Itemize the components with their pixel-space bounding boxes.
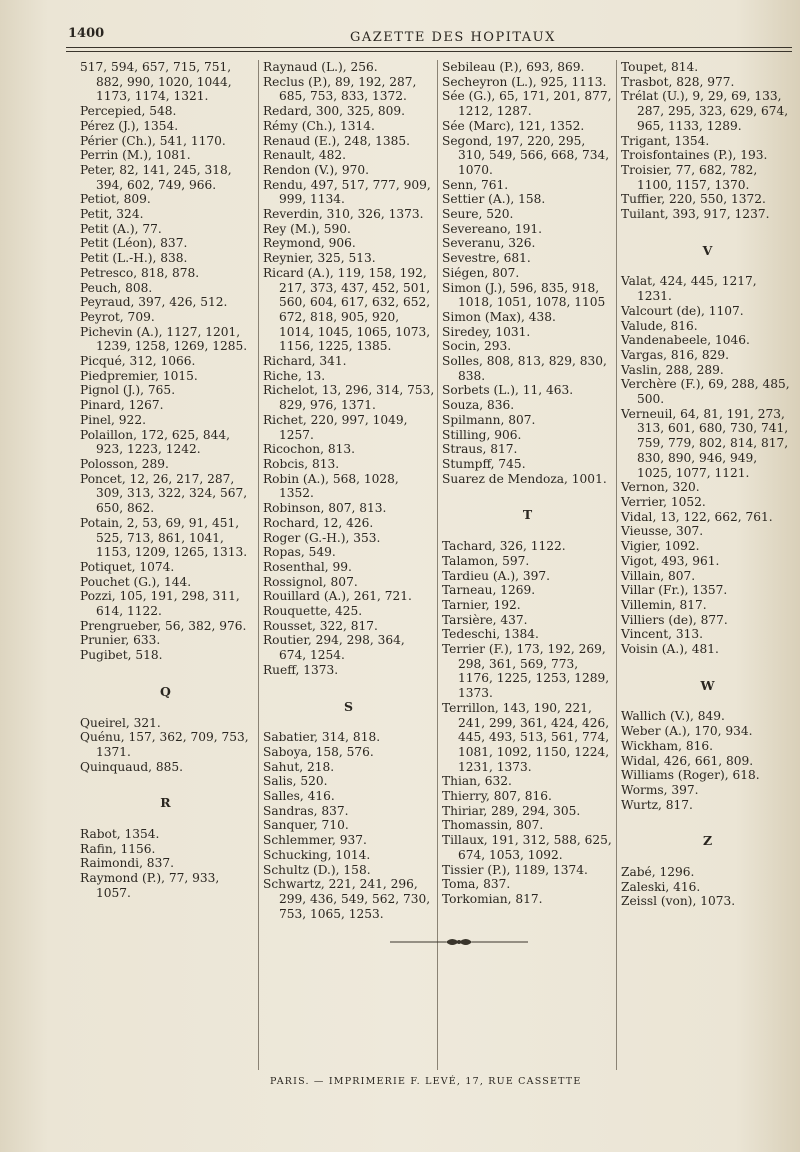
index-entry: Weber (A.), 170, 934. — [621, 724, 753, 739]
index-entry: Reclus (P.), 89, 192, 287, 685, 753, 833, 1372. — [263, 74, 417, 104]
index-entry: Torkomian, 817. — [442, 891, 543, 906]
index-entry: Sée (G.), 65, 171, 201, 877, 1212, 1287. — [442, 89, 612, 119]
index-entry: Renault, 482. — [263, 148, 347, 163]
index-entry: Toma, 837. — [442, 877, 511, 892]
index-entry: Peyrot, 709. — [80, 309, 155, 324]
index-entry: Widal, 426, 661, 809. — [621, 753, 754, 768]
index-entry: Peter, 82, 141, 245, 318, 394, 602, 749, 966. — [80, 162, 232, 192]
index-entry: Villiers (de), 877. — [621, 612, 728, 627]
index-column-2 — [258, 60, 435, 1070]
index-entry: Peyraud, 397, 426, 512. — [80, 295, 228, 310]
index-entry: Severeano, 191. — [442, 221, 543, 236]
index-entry: Stilling, 906. — [442, 427, 522, 442]
index-entry: Troisfontaines (P.), 193. — [621, 148, 768, 163]
index-entry: Ricard (A.), 119, 158, 192, 217, 373, 437, 452, 501, 560, 604, 617, 632, 652, 672, 818, 905, 920, 1014, 1045, 1065, 1073, 1156, 1225, 1385. — [263, 265, 431, 354]
index-entry: Talamon, 597. — [442, 553, 530, 568]
index-entry: Seure, 520. — [442, 207, 514, 222]
index-entry: Sanquer, 710. — [263, 818, 349, 833]
index-entry: Tachard, 326, 1122. — [442, 539, 566, 554]
index-entry: Quinquaud, 885. — [80, 759, 184, 774]
index-entry: Polosson, 289. — [80, 456, 169, 471]
index-entry: Wurtz, 817. — [621, 797, 693, 812]
section-letter: T — [522, 507, 534, 523]
index-entry: Worms, 397. — [621, 782, 699, 797]
index-entry: Villain, 807. — [621, 568, 696, 583]
index-entry: Saboya, 158, 576. — [263, 744, 374, 759]
index-entry: Reymond, 906. — [263, 236, 356, 251]
ornament-divider — [388, 935, 530, 949]
index-entry: Riche, 13. — [263, 368, 326, 383]
index-entry: Salis, 520. — [263, 774, 328, 789]
index-entry: Suarez de Mendoza, 1001. — [442, 471, 607, 486]
index-entry: Reverdin, 310, 326, 1373. — [263, 207, 424, 222]
index-entry: Sevestre, 681. — [442, 251, 531, 266]
index-entry: Tuilant, 393, 917, 1237. — [621, 207, 770, 222]
index-entry: Petit (A.), 77. — [80, 221, 162, 236]
index-column-4 — [616, 60, 795, 1070]
index-entry: Périer (Ch.), 541, 1170. — [80, 133, 226, 148]
index-entry: Rossignol, 807. — [263, 574, 358, 589]
index-entry: Socin, 293. — [442, 339, 512, 354]
index-entry: Tardieu (A.), 397. — [442, 568, 550, 583]
index-entry: Salles, 416. — [263, 789, 335, 804]
index-entry: Rousset, 322, 817. — [263, 618, 378, 633]
index-entry: Rendu, 497, 517, 777, 909, 999, 1134. — [263, 177, 431, 207]
index-entry: Piedpremier, 1015. — [80, 368, 198, 383]
index-entry: Pozzi, 105, 191, 298, 311, 614, 1122. — [80, 589, 240, 619]
index-entry: Pinel, 922. — [80, 412, 146, 427]
index-entry: Pouchet (G.), 144. — [80, 574, 192, 589]
header-rule-thin — [66, 51, 792, 52]
index-entry: Robin (A.), 568, 1028, 1352. — [263, 471, 399, 501]
index-entry: Stumpff, 745. — [442, 456, 526, 471]
index-entry: Vigier, 1092. — [621, 539, 700, 554]
index-entry: Williams (Roger), 618. — [621, 768, 760, 783]
index-entry: Vaslin, 288, 289. — [621, 362, 724, 377]
index-entry: Trélat (U.), 9, 29, 69, 133, 287, 295, 323, 629, 674, 965, 1133, 1289. — [621, 89, 789, 133]
section-letter: V — [702, 242, 714, 258]
index-entry: Rueff, 1373. — [263, 662, 339, 677]
index-entry: Tuffier, 220, 550, 1372. — [621, 192, 766, 207]
index-entry: Vincent, 313. — [621, 627, 704, 642]
index-entry: Sée (Marc), 121, 1352. — [442, 118, 585, 133]
index-entry: Tarneau, 1269. — [442, 583, 536, 598]
index-entry: Ropas, 549. — [263, 545, 336, 560]
index-entry: Sandras, 837. — [263, 803, 349, 818]
index-entry: Raynaud (L.), 256. — [263, 60, 378, 74]
index-entry: Troisier, 77, 682, 782, 1100, 1157, 1370. — [621, 162, 758, 192]
index-entry: Robcis, 813. — [263, 456, 340, 471]
index-entry: Villemin, 817. — [621, 597, 707, 612]
index-entry: Verrier, 1052. — [621, 494, 706, 509]
index-entry: Raymond (P.), 77, 933, 1057. — [80, 871, 220, 900]
index-entry: Spilmann, 807. — [442, 412, 536, 427]
index-entry: Rendon (V.), 970. — [263, 162, 370, 177]
index-column-1 — [80, 60, 252, 901]
index-entry: Pérez (J.), 1354. — [80, 118, 179, 133]
index-entry: Vandenabeele, 1046. — [621, 333, 750, 348]
index-entry: Prengrueber, 56, 382, 976. — [80, 618, 247, 633]
index-entry: Terrillon, 143, 190, 221, 241, 299, 361, 424, 426, 445, 493, 513, 561, 774, 1081, 1092, 1150, 1224, 1231, 1373. — [442, 700, 610, 774]
index-entry: Vieusse, 307. — [621, 524, 704, 539]
index-entry: Wallich (V.), 849. — [621, 709, 725, 724]
index-entry: Pichevin (A.), 1127, 1201, 1239, 1258, 1269, 1285. — [80, 324, 248, 354]
index-entry: Rey (M.), 590. — [263, 221, 351, 236]
index-entry: Villar (Fr.), 1357. — [621, 583, 728, 598]
index-entry: Segond, 197, 220, 295, 310, 549, 566, 668, 734, 1070. — [442, 133, 610, 177]
index-entry: Rouillard (A.), 261, 721. — [263, 589, 412, 604]
index-entry: Quénu, 157, 362, 709, 753, 1371. — [80, 730, 249, 759]
index-entry: Routier, 294, 298, 364, 674, 1254. — [263, 633, 405, 663]
index-entry: Richard, 341. — [263, 354, 347, 369]
index-entry: Verchère (F.), 69, 288, 485, 500. — [621, 377, 790, 407]
index-entry: Solles, 808, 813, 829, 830, 838. — [442, 354, 607, 383]
index-entry: Picqué, 312, 1066. — [80, 354, 196, 369]
index-columns — [80, 60, 792, 1080]
index-entry: Sahut, 218. — [263, 759, 335, 774]
index-entry: Thomassin, 807. — [442, 818, 544, 833]
index-entry: Schucking, 1014. — [263, 847, 371, 862]
index-entry: Poncet, 12, 26, 217, 287, 309, 313, 322, 324, 567, 650, 862. — [80, 471, 248, 516]
index-entry: Siégen, 807. — [442, 265, 520, 280]
index-column-3 — [437, 60, 614, 1070]
section-letter: R — [160, 795, 172, 811]
index-entry: Tarsière, 437. — [442, 612, 528, 627]
running-title: GAZETTE DES HOPITAUX — [350, 30, 556, 45]
page-number: 1400 — [68, 26, 105, 41]
section-letter: W — [700, 677, 716, 693]
index-entry: Senn, 761. — [442, 177, 509, 192]
index-entry: Severanu, 326. — [442, 236, 536, 251]
index-entry: Vidal, 13, 122, 662, 761. — [621, 509, 773, 524]
index-entry: Zabé, 1296. — [621, 865, 695, 880]
index-entry: Pignol (J.), 765. — [80, 383, 176, 398]
index-entry: Straus, 817. — [442, 442, 518, 457]
index-entry: Thierry, 807, 816. — [442, 789, 552, 804]
index-entry: Rosenthal, 99. — [263, 559, 352, 574]
index-entry: Wickham, 816. — [621, 738, 713, 753]
index-entry: Petit (Léon), 837. — [80, 236, 188, 251]
printer-imprint: PARIS. — IMPRIMERIE F. LEVÉ, 17, RUE CASSETTE — [270, 1076, 582, 1087]
index-entry: Petiot, 809. — [80, 192, 151, 207]
index-entry: Rochard, 12, 426. — [263, 515, 374, 530]
index-entry: Tillaux, 191, 312, 588, 625, 674, 1053, 1092. — [442, 833, 612, 862]
index-entry: Rabot, 1354. — [80, 827, 160, 842]
index-entry: Vigot, 493, 961. — [621, 553, 720, 568]
index-entry: Redard, 300, 325, 809. — [263, 104, 405, 119]
index-entry: Zeissl (von), 1073. — [621, 894, 736, 909]
index-entry: Pugibet, 518. — [80, 648, 163, 663]
index-entry: Sorbets (L.), 11, 463. — [442, 383, 574, 398]
index-entry: Verneuil, 64, 81, 191, 273, 313, 601, 680, 730, 741, 759, 779, 802, 814, 817, 830, 890, 946, 949, 1025, 1077, 1121. — [621, 406, 789, 480]
index-entry: Pinard, 1267. — [80, 398, 164, 413]
index-entry: Souza, 836. — [442, 398, 515, 413]
index-entry: Voisin (A.), 481. — [621, 642, 719, 657]
index-entry: Valude, 816. — [621, 318, 698, 333]
section-letter: Q — [160, 683, 172, 699]
index-entry: Petresco, 818, 878. — [80, 265, 200, 280]
index-entry: Rouquette, 425. — [263, 604, 363, 619]
index-entry: Secheyron (L.), 925, 1113. — [442, 74, 607, 89]
index-entry: Rémy (Ch.), 1314. — [263, 118, 375, 133]
index-entry: Thiriar, 289, 294, 305. — [442, 803, 581, 818]
index-entry: Percepied, 548. — [80, 104, 177, 119]
index-entry: Sebileau (P.), 693, 869. — [442, 60, 585, 74]
index-entry: Tedeschi, 1384. — [442, 627, 539, 642]
index-entry: Sabatier, 314, 818. — [263, 730, 381, 745]
index-entry: Vernon, 320. — [621, 480, 700, 495]
index-entry: Vargas, 816, 829. — [621, 347, 729, 362]
index-entry: Robinson, 807, 813. — [263, 501, 387, 516]
section-letter: Z — [702, 833, 714, 849]
section-letter: S — [343, 698, 355, 714]
index-entry: Petit, 324. — [80, 207, 144, 222]
index-entry: Siredey, 1031. — [442, 324, 531, 339]
index-entry: Thian, 632. — [442, 774, 512, 789]
index-entry: Renaud (E.), 248, 1385. — [263, 133, 410, 148]
index-entry: Potain, 2, 53, 69, 91, 451, 525, 713, 861, 1041, 1153, 1209, 1265, 1313. — [80, 515, 248, 560]
index-entry: Richelot, 13, 296, 314, 753, 829, 976, 1371. — [263, 383, 435, 413]
index-entry: 517, 594, 657, 715, 751, 882, 990, 1020, 1044, 1173, 1174, 1321. — [80, 60, 232, 104]
index-entry: Valcourt (de), 1107. — [621, 303, 744, 318]
index-entry: Raimondi, 837. — [80, 856, 174, 871]
index-entry: Terrier (F.), 173, 192, 269, 298, 361, 569, 773, 1176, 1225, 1253, 1289, 1373. — [442, 642, 610, 701]
index-entry: Zaleski, 416. — [621, 879, 701, 894]
index-entry: Schlemmer, 937. — [263, 833, 367, 848]
index-entry: Ricochon, 813. — [263, 442, 355, 457]
index-entry: Schwartz, 221, 241, 296, 299, 436, 549, 562, 730, 753, 1065, 1253. — [263, 877, 431, 921]
index-entry: Petit (L.-H.), 838. — [80, 251, 188, 266]
index-entry: Trigant, 1354. — [621, 133, 710, 148]
index-entry: Queirel, 321. — [80, 715, 161, 730]
index-entry: Simon (Max), 438. — [442, 309, 556, 324]
index-entry: Toupet, 814. — [621, 60, 699, 74]
index-entry: Peuch, 808. — [80, 280, 153, 295]
index-entry: Schultz (D.), 158. — [263, 862, 371, 877]
index-entry: Tissier (P.), 1189, 1374. — [442, 862, 588, 877]
index-entry: Reynier, 325, 513. — [263, 251, 376, 266]
index-entry: Simon (J.), 596, 835, 918, 1018, 1051, 1078, 1105 — [442, 280, 606, 310]
index-entry: Richet, 220, 997, 1049, 1257. — [263, 412, 408, 442]
index-entry: Potiquet, 1074. — [80, 559, 175, 574]
header-rule — [66, 47, 792, 48]
index-entry: Trasbot, 828, 977. — [621, 74, 735, 89]
index-entry: Tarnier, 192. — [442, 597, 521, 612]
index-entry: Roger (G.-H.), 353. — [263, 530, 381, 545]
index-entry: Polaillon, 172, 625, 844, 923, 1223, 1242. — [80, 427, 230, 457]
index-entry: Settier (A.), 158. — [442, 192, 546, 207]
index-entry: Prunier, 633. — [80, 633, 161, 648]
index-entry: Valat, 424, 445, 1217, 1231. — [621, 274, 757, 304]
index-entry: Perrin (M.), 1081. — [80, 148, 191, 163]
index-entry: Rafin, 1156. — [80, 841, 156, 856]
